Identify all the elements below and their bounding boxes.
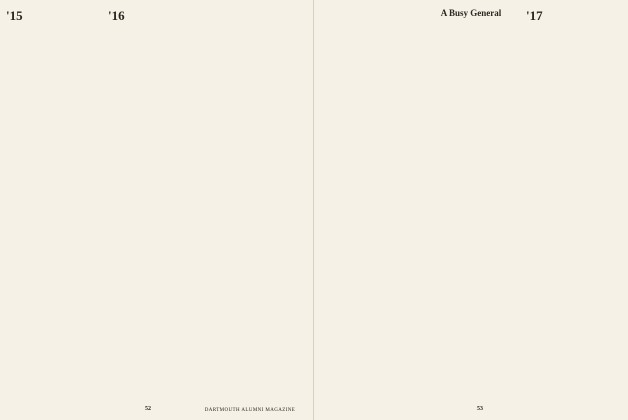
right-page bbox=[314, 0, 628, 420]
left-column-1 bbox=[6, 6, 102, 398]
right-column-2 bbox=[422, 6, 520, 398]
class-year: '15 bbox=[6, 8, 23, 23]
left-column-2 bbox=[108, 6, 204, 398]
class-year: '17 bbox=[526, 8, 543, 23]
right-page-number: 53 bbox=[477, 406, 483, 412]
class-heading bbox=[526, 10, 622, 22]
class-year: '16 bbox=[108, 8, 125, 23]
class-heading bbox=[6, 10, 102, 22]
left-page-number: 52 bbox=[145, 406, 151, 412]
class-heading bbox=[108, 10, 204, 22]
article-headline: A Busy General bbox=[440, 8, 502, 18]
left-column-3 bbox=[210, 6, 308, 398]
right-column-1 bbox=[320, 6, 416, 398]
right-column-3 bbox=[526, 6, 622, 398]
left-page-footer: DARTMOUTH ALUMNI MAGAZINE bbox=[204, 408, 296, 413]
